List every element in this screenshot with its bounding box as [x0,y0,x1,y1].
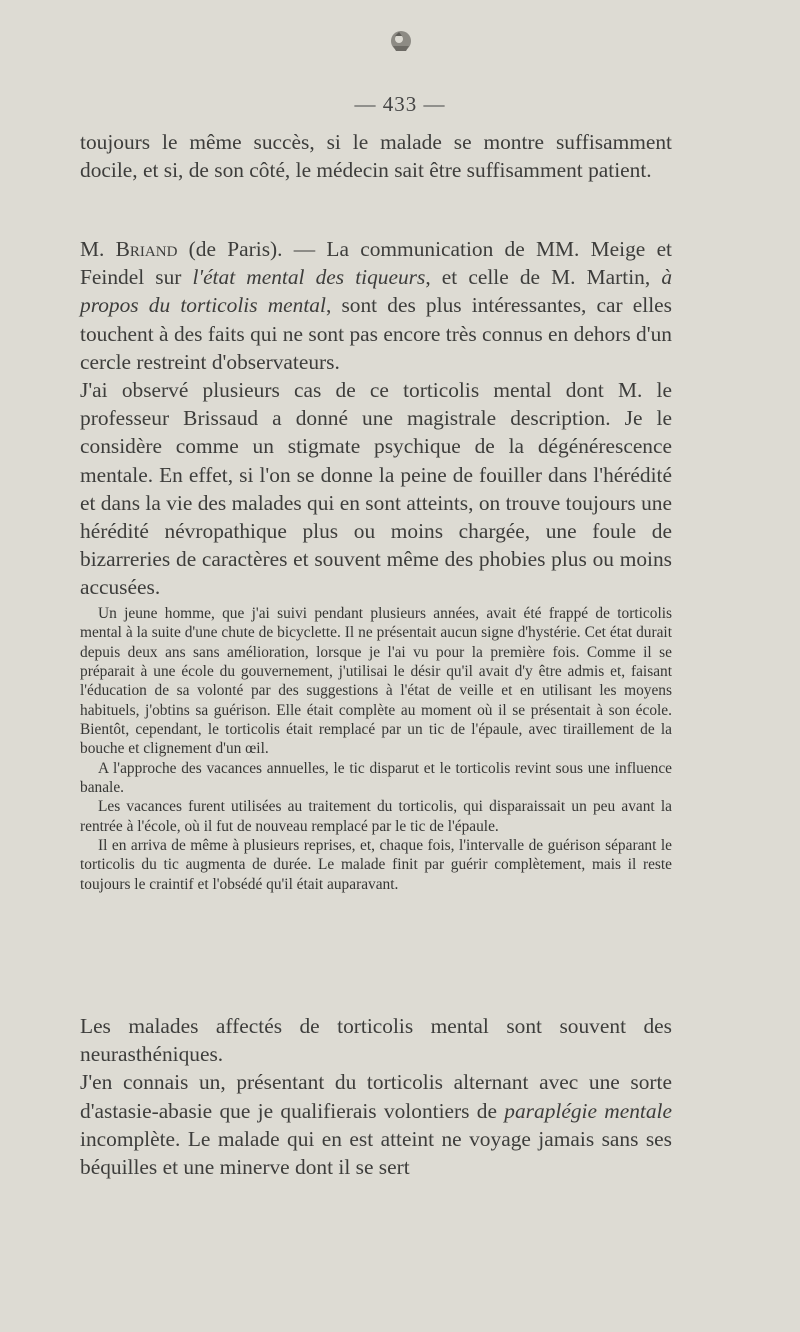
italic-reference-1: l'état mental des tiqueurs [192,265,426,290]
note-paragraph-2: A l'approche des vacances annuelles, le tic disparut et le torticolis revint sous une influence banale. [80,759,672,797]
note-paragraph-4: Il en arriva de même à plusieurs reprises, et, chaque fois, l'intervalle de guérison séparant le torticolis du tic augmenta de durée. Le malade finit par guérir complètement, mais il reste toujours le craintif et l'obsédé qu'il était auparavant. [80,837,672,893]
paragraph-end: , sont des plus intéressantes, car elles touchent à des faits qui ne sont pas encore très connus en dehors d'un cercle restreint d'observateurs. [80,293,672,374]
paragraph-continuation [80,128,672,184]
page-number: — 433 — [354,92,446,116]
final-paragraph-start: J'en connais un, présentant du torticolis alternant avec une sorte d'astasie-abasie que je qualifierais volontiers de [80,1070,672,1123]
paragraph-text: toujours le même succès, si le malade se montre suffisamment docile, et si, de son côté, le médecin sait être suffisamment patient. [80,130,672,183]
library-stamp-icon [388,28,414,54]
note-paragraph-3: Les vacances furent utilisées au traitement du torticolis, qui disparaissait un peu avant la rentrée à l'école, où il fut de nouveau remplacé par le tic de l'épaule. [80,798,672,835]
speaker-title: M. [80,237,116,261]
briand-paragraph [80,235,672,376]
observation-paragraph: J'ai observé plusieurs cas de ce torticolis mental dont M. le professeur Brissaud a donné une magistrale description. Je le considère comme un stigmate psychique de la dégénérescence mentale. En effet, si l'on se donne la peine de fouiller dans l'hérédité et dans la vie des malades qui en sont atteints, on trouve toujours une hérédité névropathique plus ou moins chargée, une foule de bizarreries de caractères et souvent même des phobies plus ou moins accusées. [80,378,672,600]
final-paragraph-end: incomplète. Le malade qui en est atteint ne voyage jamais sans ses béquilles et une minerve dont il se sert [80,1126,672,1180]
note-paragraph-1: Un jeune homme, que j'ai suivi pendant plusieurs années, avait été frappé de torticolis mental à la suite d'une chute de bicyclette. Il ne présentait aucun signe d'hystérie. Cet état durait depuis deux ans sans amélioration, lorsque je l'ai vu pour la première fois. Comme il se préparait à une école du gouvernement, j'utilisai le désir qu'il avait d'y être admis et, faisant l'éducation de sa volonté par des suggestions à l'état de veille et en utilisant les moyens habituels, j'obtins sa guérison. Elle était complète au moment où il se présentait à son école. Bientôt, cependant, le torticolis était remplacé par un tic de l'épaule, avec tiraillement de la bouche et clignement d'un œil. [80,605,672,758]
speaker-intro: (de Paris). — La communication de MM. Meige et Feindel sur [80,237,673,290]
final-paragraph [80,1068,672,1181]
case-note [80,604,672,894]
speaker-name: Briand [115,237,178,261]
neurasthenia-paragraph: Les malades affectés de torticolis mental sont souvent des neurasthéniques. [80,1014,672,1067]
italic-reference-2: à propos du torticolis mental [80,265,673,318]
briand-section [80,235,672,602]
italic-paraplegie: paraplégie mentale [504,1098,672,1123]
closing-section [80,1012,672,1181]
paragraph-middle: , et celle de M. Martin, [425,265,662,290]
